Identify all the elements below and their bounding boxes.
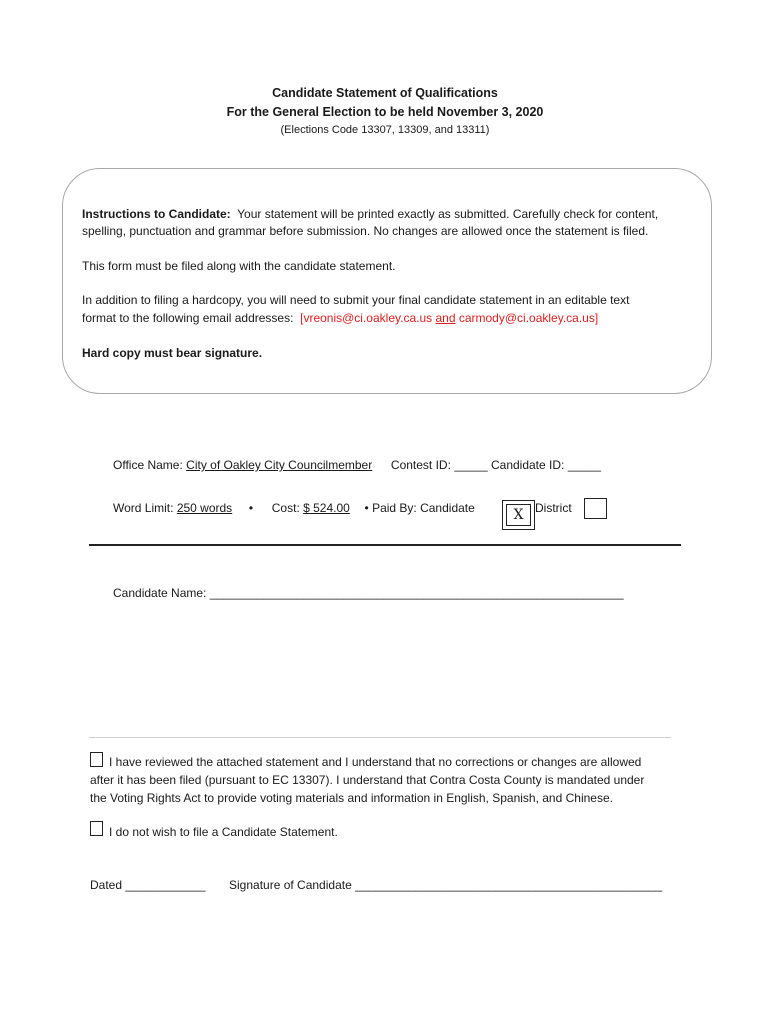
- contest-id-field[interactable]: Contest ID: _____: [390, 458, 488, 472]
- word-limit-label: Word Limit:: [113, 501, 174, 515]
- district-label: District: [535, 501, 572, 515]
- statement-area-divider: [89, 737, 671, 738]
- hardcopy-note-line-1: In addition to filing a hardcopy, you will need to submit your final candidate statement in an editable text: [82, 293, 630, 307]
- acknowledgement-checkbox[interactable]: [90, 752, 103, 767]
- office-name-label: Office Name:: [113, 458, 183, 472]
- section-divider: [89, 544, 681, 546]
- hardcopy-note-line-2: [82, 309, 702, 327]
- acknowledgement-line-1: I have reviewed the attached statement and I understand that no corrections or changes are allowed: [109, 755, 642, 769]
- form-title: Candidate Statement of Qualifications: [272, 86, 498, 100]
- email-link-vreonis[interactable]: [vreonis@ci.oakley.ca.us: [300, 311, 433, 325]
- email-prefix: format to the following email addresses:: [82, 311, 294, 325]
- elections-code-reference: (Elections Code 13307, 13309, and 13311): [280, 124, 490, 136]
- email-link-carmody[interactable]: carmody@ci.oakley.ca.us]: [458, 311, 599, 325]
- word-limit-value[interactable]: 250 words: [176, 501, 233, 515]
- instructions-heading: Instructions to Candidate:: [82, 207, 231, 221]
- instructions-line-2: spelling, punctuation and grammar before submission. No changes are allowed once the statement is filed.: [82, 224, 649, 238]
- email-and: and: [435, 311, 456, 325]
- acknowledgement-line-2: after it has been filed (pursuant to EC 13307). I understand that Contra Costa County is mandated under: [90, 773, 645, 787]
- cost-value[interactable]: $ 524.00: [303, 501, 350, 515]
- candidate-check-mark: X: [506, 504, 531, 526]
- paid-by-candidate-checkbox[interactable]: [502, 500, 535, 530]
- instructions-line-1: [82, 205, 702, 223]
- office-row: [113, 458, 601, 472]
- decline-statement-label: I do not wish to file a Candidate Statement.: [109, 825, 338, 839]
- acknowledgement-line-3: the Voting Rights Act to provide voting materials and information in English, Spanish, and Chinese.: [90, 791, 613, 805]
- office-name-value[interactable]: City of Oakley City Councilmember: [186, 458, 373, 472]
- candidate-name-field[interactable]: Candidate Name: ______________________________________________________________: [113, 586, 624, 600]
- filed-note: This form must be filed along with the candidate statement.: [82, 259, 396, 273]
- decline-statement-checkbox[interactable]: [90, 821, 103, 836]
- candidate-id-field[interactable]: Candidate ID: _____: [490, 458, 602, 472]
- bullet-separator: •: [248, 501, 254, 515]
- signature-note: Hard copy must bear signature.: [82, 346, 263, 360]
- signature-field[interactable]: Signature of Candidate ______________________________________________: [229, 878, 663, 892]
- cost-label: Cost:: [271, 501, 300, 515]
- dated-field[interactable]: Dated ____________: [90, 878, 206, 892]
- form-subtitle: For the General Election to be held November 3, 2020: [226, 105, 544, 119]
- word-limit-row: [113, 501, 475, 515]
- paid-by-label: • Paid By: Candidate: [364, 501, 475, 515]
- paid-by-district-checkbox[interactable]: [584, 498, 607, 519]
- instructions-text: Your statement will be printed exactly as submitted. Carefully check for content,: [237, 207, 659, 221]
